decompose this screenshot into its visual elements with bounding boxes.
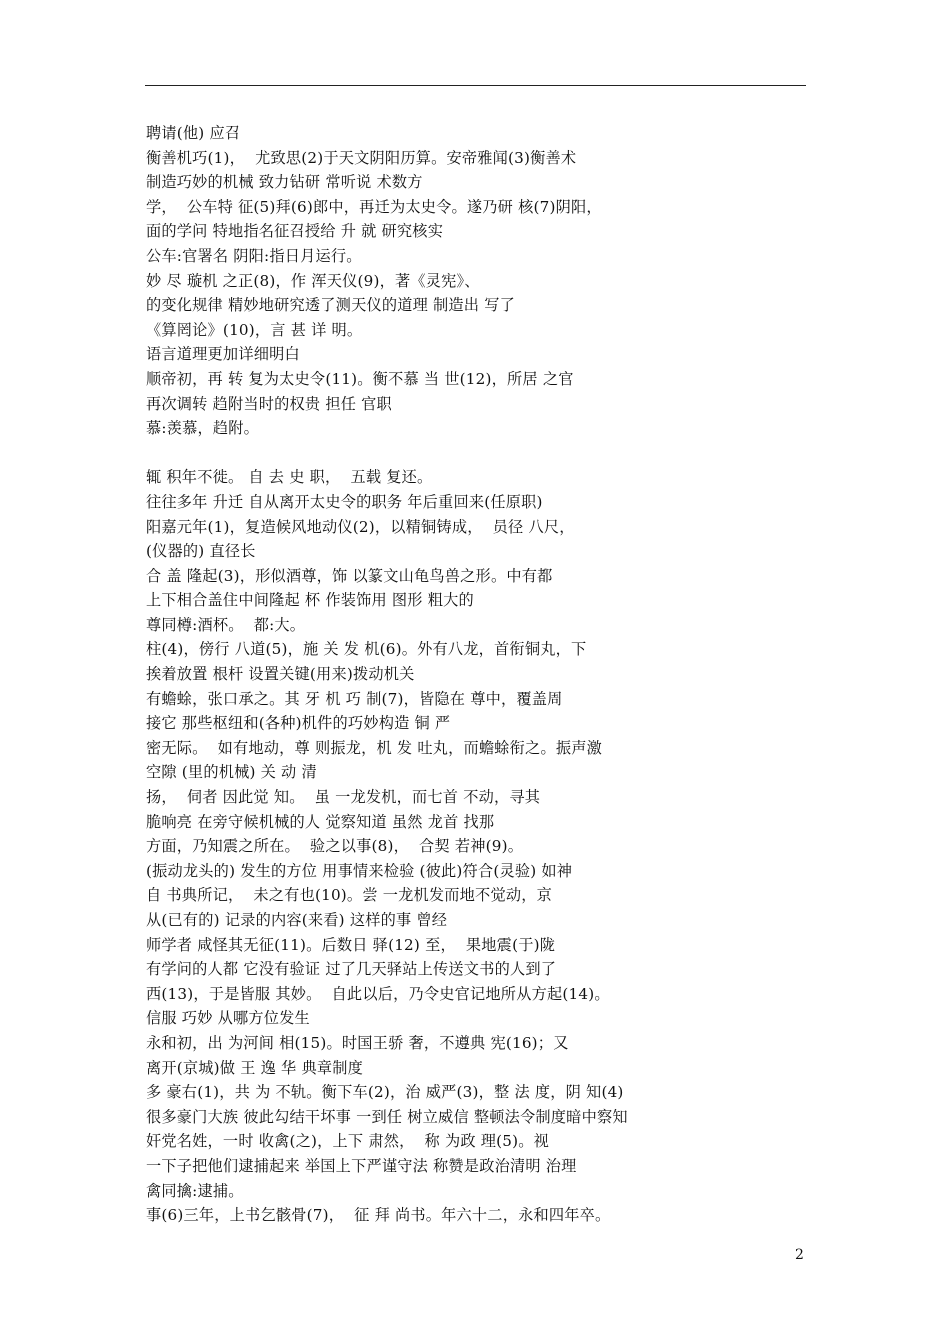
text-line: 有学问的人都 它没有验证 过了几天驿站上传送文书的人到了 (146, 960, 557, 979)
text-line: 一下子把他们逮捕起来 举国上下严谨守法 称赞是政治清明 治理 (146, 1156, 577, 1175)
text-line: 自 书典所记， 未之有也(10)。尝 一龙机发而地不觉动，京 (146, 886, 552, 905)
text-line: 信服 巧妙 从哪方位发生 (146, 1009, 310, 1028)
text-line: 很多豪门大族 彼此勾结干坏事 一到任 树立威信 整顿法令制度暗中察知 (146, 1107, 628, 1126)
text-line: 西(13)，于是皆服 其妙。 自此以后，乃令史官记地所从方起(14)。 (146, 984, 610, 1003)
text-line: 《算罔论》(10)，言 甚 详 明。 (146, 320, 363, 339)
text-line: 脆响亮 在旁守候机械的人 觉察知道 虽然 龙首 找那 (146, 812, 495, 831)
text-line: 再次调转 趋附当时的权贵 担任 官职 (146, 394, 392, 413)
text-line: (仪器的) 直径长 (146, 542, 256, 561)
text-line: 公车:官署名 阴阳:指日月运行。 (146, 246, 362, 265)
text-line: 衡善机巧(1)， 尤致思(2)于天文阴阳历算。安帝雅闻(3)衡善术 (146, 148, 577, 167)
text-line: 阳嘉元年(1)，复造候风地动仪(2)，以精铜铸成， 员径 八尺， (146, 517, 575, 536)
text-line: 事(6)三年，上书乞骸骨(7)， 征 拜 尚书。年六十二，永和四年卒。 (146, 1206, 611, 1225)
text-line: 顺帝初，再 转 复为太史令(11)。衡不慕 当 世(12)，所居 之官 (146, 369, 574, 388)
text-line: 永和初，出 为河间 相(15)。时国王骄 奢，不遵典 宪(16)；又 (146, 1033, 569, 1052)
text-line: 离开(京城)做 王 逸 华 典章制度 (146, 1058, 364, 1077)
text-line: 上下相合盖住中间隆起 杯 作装饰用 图形 粗大的 (146, 591, 474, 610)
text-line: 从(已有的) 记录的内容(来看) 这样的事 曾经 (146, 911, 448, 929)
blank-line (146, 441, 806, 466)
page-number: 2 (795, 1247, 804, 1263)
text-line: 辄 积年不徙。 自 去 史 职， 五载 复还。 (146, 468, 433, 487)
text-line: 面的学问 特地指名征召授给 升 就 研究核实 (146, 222, 444, 241)
text-line: 多 豪右(1)，共 为 不轨。衡下车(2)，治 威严(3)，整 法 度，阴 知(4) (146, 1083, 624, 1102)
text-line: 制造巧妙的机械 致力钻研 常听说 术数方 (146, 173, 423, 192)
text-line: 柱(4)，傍行 八道(5)，施 关 发 机(6)。外有八龙，首衔铜丸，下 (146, 640, 587, 659)
text-line: 聘请(他) 应召 (146, 124, 241, 142)
text-line: 接它 那些枢纽和(各种)机件的巧妙构造 铜 严 (146, 714, 451, 733)
header-rule (145, 85, 806, 86)
text-line: 的变化规律 精妙地研究透了测天仪的道理 制造出 写了 (146, 296, 515, 315)
text-line: 合 盖 隆起(3)，形似酒尊，饰 以篆文山龟鸟兽之形。中有都 (146, 566, 553, 585)
text-line: 语言道理更加详细明白 (146, 345, 300, 364)
text-line: 禽同擒:逮捕。 (146, 1181, 244, 1200)
text-line: 奸党名姓，一时 收禽(之)，上下 肃然， 称 为政 理(5)。视 (146, 1132, 550, 1151)
text-line: 学， 公车特 征(5)拜(6)郎中，再迁为太史令。遂乃研 核(7)阴阳， (146, 197, 602, 216)
text-line: 往往多年 升迁 自从离开太史令的职务 年后重回来(任原职) (146, 492, 543, 511)
text-line: 慕:羡慕，趋附。 (146, 419, 260, 438)
text-line: 师学者 咸怪其无征(11)。后数日 驿(12) 至， 果地震(于)陇 (146, 935, 556, 954)
document-body (146, 121, 806, 1228)
text-line: 扬， 伺者 因此觉 知。 虽 一龙发机，而七首 不动，寻其 (146, 788, 541, 807)
text-line: 空隙 (里的机械) 关 动 清 (146, 763, 317, 782)
text-line: 妙 尽 璇机 之正(8)，作 浑天仪(9)，著《灵宪》、 (146, 271, 480, 290)
text-line: 尊同樽:酒杯。 都:大。 (146, 615, 306, 634)
text-line: 密无际。 如有地动，尊 则振龙，机 发 吐丸，而蟾蜍衔之。振声激 (146, 738, 602, 757)
text-line: (振动龙头的) 发生的方位 用事情来检验 (彼此)符合(灵验) 如神 (146, 861, 573, 880)
text-line: 方面，乃知震之所在。 验之以事(8)， 合契 若神(9)。 (146, 837, 524, 856)
text-line: 挨着放置 根杆 设置关键(用来)拨动机关 (146, 665, 415, 684)
text-line: 有蟾蜍，张口承之。其 牙 机 巧 制(7)，皆隐在 尊中，覆盖周 (146, 689, 563, 708)
